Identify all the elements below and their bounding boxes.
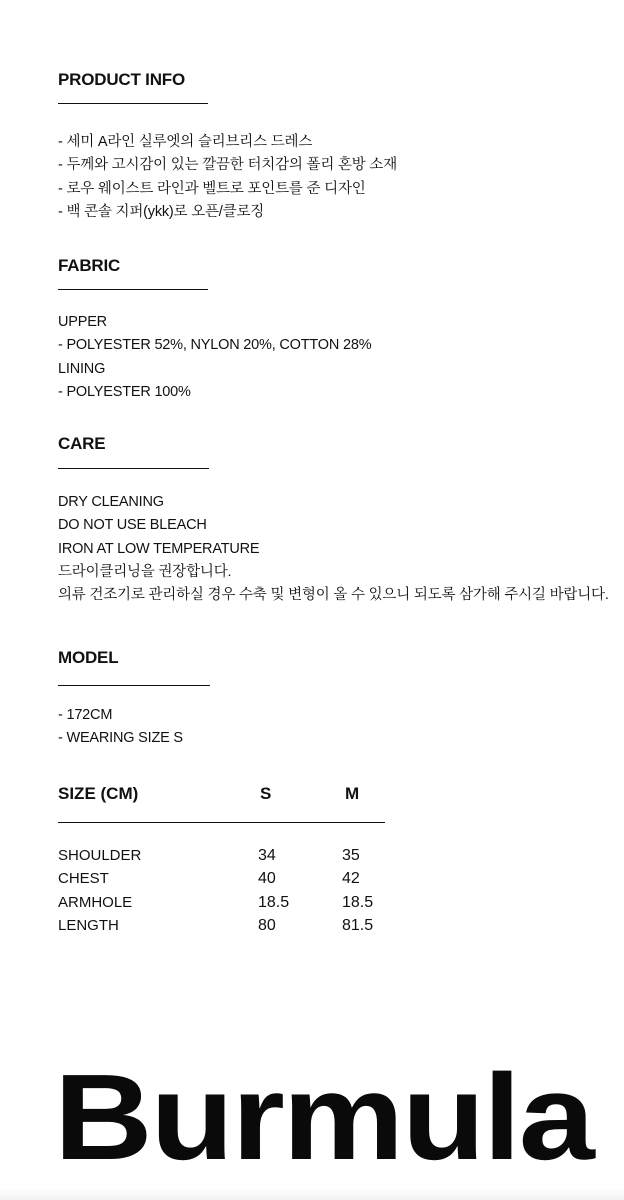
table-row — [58, 914, 402, 937]
fabric-line: LINING — [58, 360, 106, 377]
size-row-label: CHEST — [58, 870, 109, 888]
care-line: 의류 건조기로 관리하실 경우 수축 및 변형이 올 수 있으니 되도록 삼가해 주시길 바랍니다. — [58, 587, 609, 604]
size-row-label: ARMHOLE — [58, 893, 133, 911]
size-row-label: LENGTH — [58, 916, 119, 934]
size-column-m: M — [345, 784, 360, 803]
care-line: DO NOT USE BLEACH — [58, 517, 207, 534]
model-divider — [58, 685, 210, 686]
care-list — [58, 491, 609, 607]
product-info-title: PRODUCT INFO — [58, 70, 185, 89]
product-info-list — [58, 131, 397, 224]
care-line: DRY CLEANING — [58, 494, 164, 510]
product-info-line: - 로우 웨이스트 라인과 벨트로 포인트를 준 디자인 — [58, 180, 366, 197]
brand-logo: Burmula — [54, 1049, 593, 1185]
size-title: SIZE (CM) — [58, 784, 139, 803]
care-title: CARE — [58, 434, 106, 453]
size-table — [58, 844, 402, 937]
table-row — [58, 891, 402, 914]
fabric-line: - POLYESTER 100% — [58, 383, 191, 400]
model-line: - WEARING SIZE S — [58, 730, 183, 747]
fabric-divider — [58, 289, 208, 290]
size-value-s: 40 — [258, 870, 276, 888]
model-title: MODEL — [58, 648, 119, 667]
size-column-s: S — [260, 784, 272, 803]
table-row — [58, 844, 402, 867]
size-value-s: 18.5 — [258, 893, 290, 911]
product-info-divider — [58, 103, 208, 104]
product-info-line: - 두께와 고시감이 있는 깔끔한 터치감의 폴리 혼방 소재 — [58, 157, 398, 174]
table-row — [58, 867, 402, 890]
model-list — [58, 704, 183, 751]
fabric-title: FABRIC — [58, 256, 121, 275]
care-divider — [58, 468, 209, 469]
product-info-line: - 세미 A라인 실루엣의 슬리브리스 드레스 — [58, 134, 313, 150]
fabric-line: UPPER — [58, 314, 107, 330]
fabric-list — [58, 311, 371, 404]
size-value-m: 42 — [342, 870, 360, 888]
size-value-s: 34 — [258, 847, 276, 864]
size-value-m: 81.5 — [342, 916, 374, 934]
size-value-m: 18.5 — [342, 893, 374, 911]
product-info-line: - 백 콘솔 지퍼(ykk)로 오픈/클로징 — [58, 203, 265, 220]
fabric-line: - POLYESTER 52%, NYLON 20%, COTTON 28% — [58, 337, 372, 354]
care-line: IRON AT LOW TEMPERATURE — [58, 540, 260, 557]
size-value-s: 80 — [258, 916, 276, 934]
page-bottom-edge — [0, 1188, 624, 1200]
care-line: 드라이클리닝을 권장합니다. — [58, 563, 232, 580]
size-value-m: 35 — [342, 847, 360, 864]
model-line: - 172CM — [58, 707, 113, 723]
size-divider — [58, 822, 385, 823]
size-row-label: SHOULDER — [58, 847, 142, 864]
